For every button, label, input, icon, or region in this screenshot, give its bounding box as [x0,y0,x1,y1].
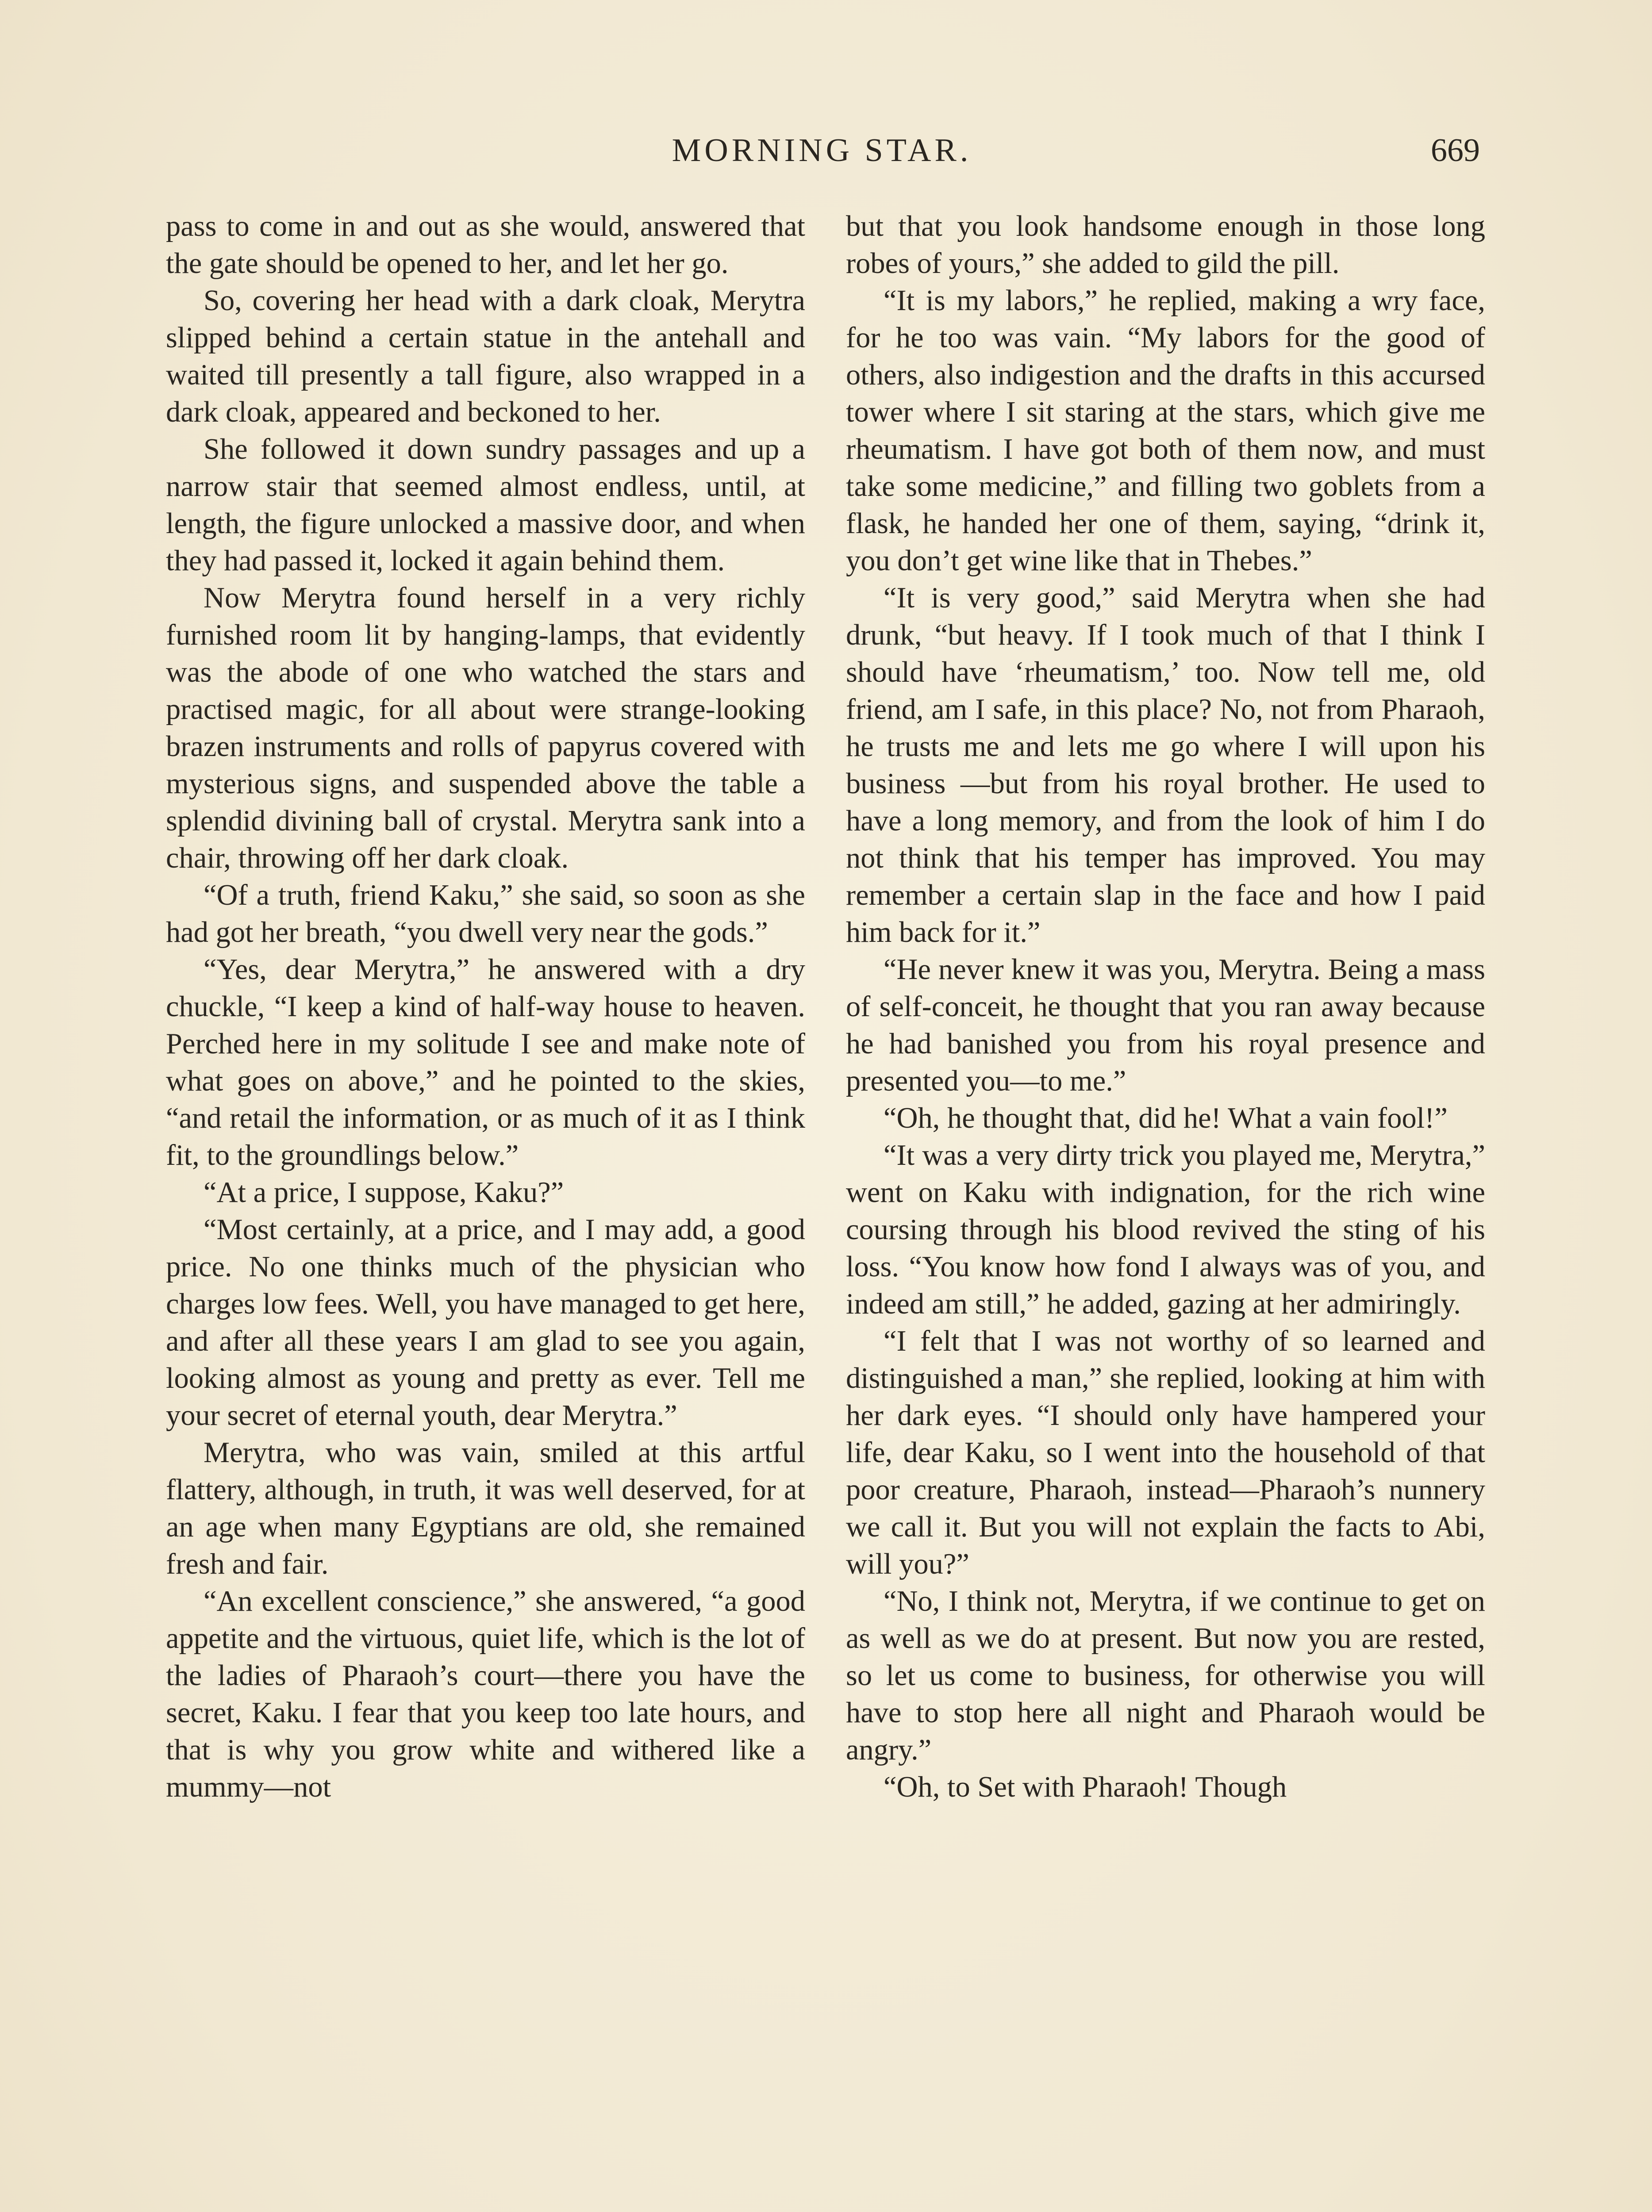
paragraph: “No, I think not, Merytra, if we continue to get on as well as we do at present. But now you are rested, so let us come to business, for otherwise you will have to stop here all night and Pharaoh would be angry.” [846,1585,1485,1766]
paragraph: “Yes, dear Merytra,” he answered with a dry chuckle, “I keep a kind of half-way house to heaven. Perched here in my solitude I see and make note of what goes on above,” and he pointed to the skies, “and retail the information, or as much of it as I think fit, to the groundlings below.” [166,953,805,1171]
page-header [164,128,1480,177]
paragraph: “It is very good,” said Merytra when she had drunk, “but heavy. If I took much of that I think I should have ‘rheumatism,’ too. Now tell me, old friend, am I safe, in this place? No, not from Pharaoh, he trusts me and lets me go where I will upon his business —but from his royal brother. He used to have a long memory, and from the look of him I do not think that his temper has improved. You may remember a certain slap in the face and how I paid him back for it.” [846,582,1485,949]
paragraph: She followed it down sundry passages and up a narrow stair that seemed almost endless, until, at length, the figure unlocked a massive door, and when they had passed it, locked it again behind them. [166,433,805,577]
paragraph: “It is my labors,” he replied, making a wry face, for he too was vain. “My labors for the good of others, also indigestion and the drafts in this accursed tower where I sit staring at the stars, which give me rheumatism. I have got both of them now, and must take some medicine,” and filling two goblets from a flask, he handed her one of them, saying, “drink it, you don’t get wine like that in Thebes.” [846,284,1485,577]
paragraph: “Oh, he thought that, did he! What a vain fool!” [884,1102,1448,1134]
paragraph: “Most certainly, at a price, and I may add, a good price. No one thinks much of the physician who charges low fees. Well, you have managed to get here, and after all these years I am glad to see you again, looking almost as young and pretty as ever. Tell me your secret of eternal youth, dear Merytra.” [166,1214,805,1432]
paragraph: “At a price, I suppose, Kaku?” [204,1176,564,1209]
left-column [166,208,805,2212]
right-column [846,208,1485,2212]
paragraph: “Oh, to Set with Pharaoh! Though [884,1771,1287,1803]
paragraph: pass to come in and out as she would, answered that the gate should be opened to her, and let her go. [166,210,805,280]
paragraph: “I felt that I was not worthy of so learned and distinguished a man,” she replied, looking at him with her dark eyes. “I should only have hampered your life, dear Kaku, so I went into the household of that poor creature, Pharaoh, instead—Pharaoh’s nunnery we call it. But you will not explain the facts to Abi, will you?” [846,1325,1485,1580]
paragraph: but that you look handsome enough in those long robes of yours,” she added to gild the pill. [846,210,1485,280]
paragraph: “An excellent conscience,” she answered, “a good appetite and the virtuous, quiet life, which is the lot of the ladies of Pharaoh’s court—there you have the secret, Kaku. I fear that you keep too late hours, and that is why you grow white and withered like a mummy—not [166,1585,805,1803]
paragraph: “Of a truth, friend Kaku,” she said, so soon as she had got her breath, “you dwell very near the gods.” [166,879,805,949]
paragraph: “It was a very dirty trick you played me, Merytra,” went on Kaku with indignation, for the rich wine coursing through his blood revived the sting of his loss. “You know how fond I always was of you, and indeed am still,” he added, gazing at her admiringly. [846,1139,1485,1320]
paragraph: So, covering her head with a dark cloak, Merytra slipped behind a certain statue in the antehall and waited till presently a tall figure, also wrapped in a dark cloak, appeared and beckoned to her. [166,284,805,428]
paragraph: Merytra, who was vain, smiled at this artful flattery, although, in truth, it was well deserved, for at an age when many Egyptians are old, she remained fresh and fair. [166,1436,805,1580]
paragraph: Now Merytra found herself in a very richly furnished room lit by hanging-lamps, that evidently was the abode of one who watched the stars and practised magic, for all about were strange-looking brazen instruments and rolls of papyrus covered with mysterious signs, and suspended above the table a splendid divining ball of crystal. Merytra sank into a chair, throwing off her dark cloak. [166,582,805,874]
paragraph: “He never knew it was you, Merytra. Being a mass of self-conceit, he thought that you ran away because he had banished you from his royal presence and presented you—to me.” [846,953,1485,1097]
page-number: 669 [1431,132,1480,169]
running-title: MORNING STAR. [672,132,972,169]
